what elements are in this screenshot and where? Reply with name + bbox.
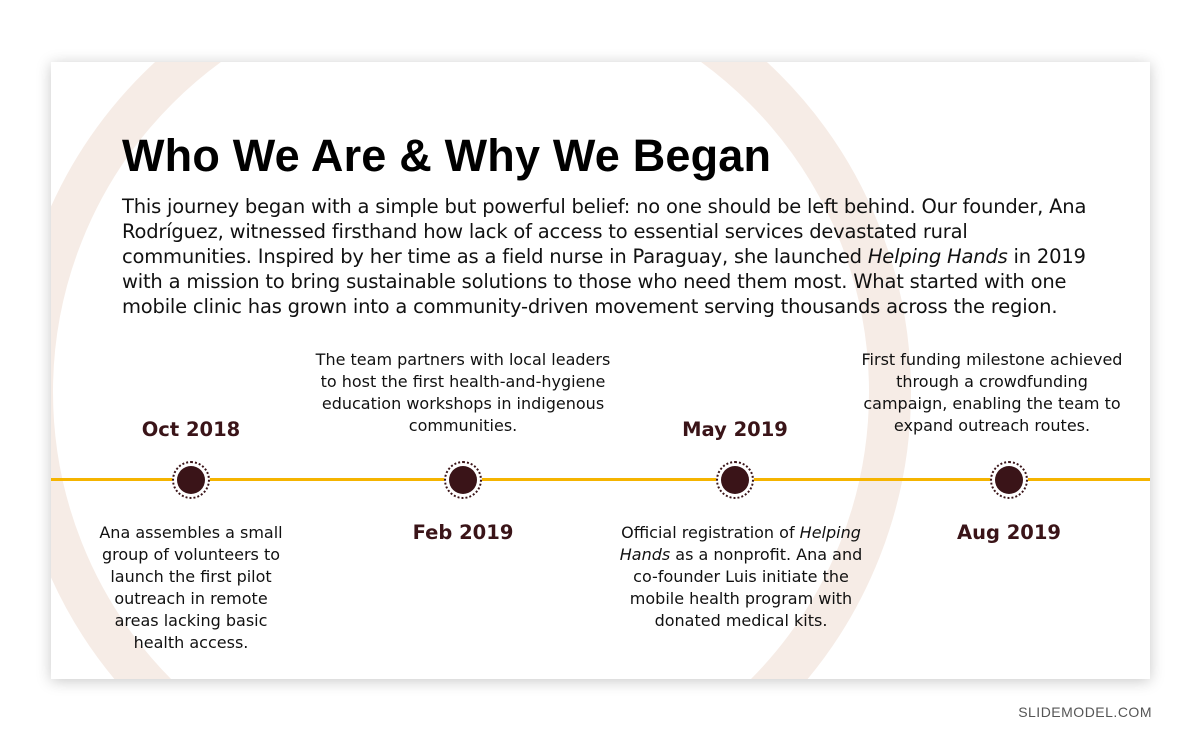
intro-text-1: This journey began with a simple but powerful belief: no one should be left behind. Our founder, Ana Rodríguez, witnessed firsthand how lack of access to essential services devastated rural communities. Inspired by her time as a field nurse in Paraguay, she launched	[122, 195, 1087, 268]
slide-title: Who We Are & Why We Began	[122, 130, 772, 181]
brand-watermark[interactable]: SLIDEMODEL.COM	[1018, 704, 1152, 720]
timeline-desc-4: First funding milestone achieved through a crowdfunding campaign, enabling the team to expand outreach routes.	[861, 350, 1123, 435]
desc-3-italic-name: Helping Hands	[619, 523, 861, 564]
intro-italic-name: Helping Hands	[867, 245, 1008, 268]
timeline-node-2	[444, 461, 482, 499]
desc-3-text-2: as a nonprofit. Ana and co-founder Luis initiate the mobile health program with donated medical kits.	[629, 545, 863, 630]
timeline-line	[51, 478, 1150, 481]
timeline-date-4: Aug 2019	[957, 521, 1061, 544]
timeline-date-2: Feb 2019	[412, 521, 514, 544]
node-dot	[721, 466, 749, 494]
desc-3-text-1: Official registration of	[621, 523, 800, 542]
timeline-date-1: Oct 2018	[141, 418, 241, 441]
timeline-desc-3	[610, 522, 872, 632]
node-dot	[177, 466, 205, 494]
timeline-node-1	[172, 461, 210, 499]
intro-text-2: in 2019 with a mission to bring sustainable solutions to those who need them most. What started with one mobile clinic has grown into a community-driven movement serving thousands across the region.	[122, 245, 1086, 318]
intro-paragraph	[122, 194, 1097, 319]
slide	[51, 62, 1150, 679]
node-dot	[995, 466, 1023, 494]
timeline-node-4	[990, 461, 1028, 499]
timeline-desc-2: The team partners with local leaders to host the first health-and-hygiene education workshops in indigenous communities.	[315, 350, 611, 435]
timeline-node-3	[716, 461, 754, 499]
timeline-desc-1: Ana assembles a small group of volunteers to launch the first pilot outreach in remote areas lacking basic health access.	[99, 523, 283, 652]
node-dot	[449, 466, 477, 494]
timeline-date-3: May 2019	[682, 418, 788, 441]
